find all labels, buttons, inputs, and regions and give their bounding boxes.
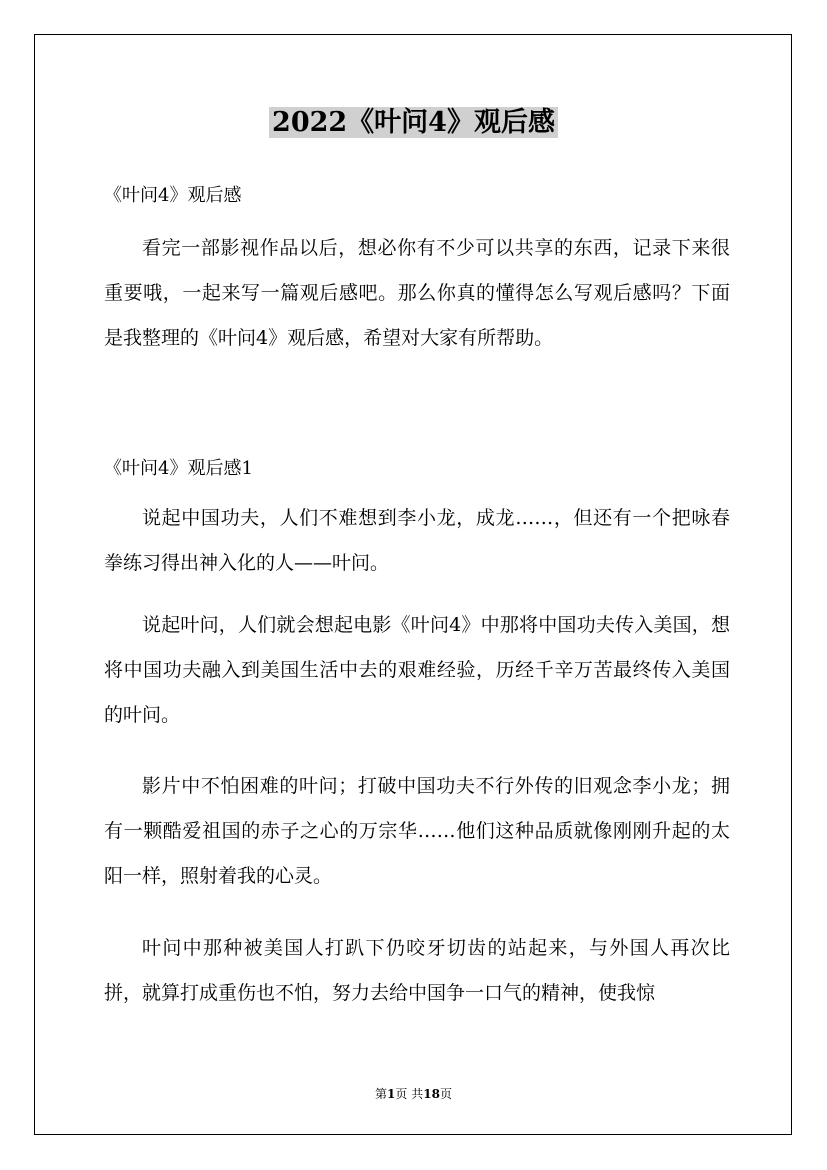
document-title-text: 2022《叶问4》观后感 <box>269 107 558 138</box>
footer-page-number: 1 <box>387 1087 396 1101</box>
document-subtitle: 《叶问4》观后感 <box>104 185 242 206</box>
body-paragraph-1: 说起中国功夫，人们不难想到李小龙，成龙……，但还有一个把咏春拳练习得出神入化的人——叶问。 <box>104 507 730 574</box>
body-paragraph-4: 叶问中那种被美国人打趴下仍咬牙切齿的站起来，与外国人再次比拼，就算打成重伤也不怕，努力去给中国争一口气的精神，使我惊 <box>104 937 730 1004</box>
footer-total-pages: 18 <box>423 1087 440 1101</box>
page-footer <box>0 1085 827 1102</box>
document-title <box>0 100 827 139</box>
footer-suffix: 页 <box>439 1087 452 1101</box>
footer-mid: 页 共 <box>395 1087 424 1101</box>
body-paragraph-3: 影片中不怕困难的叶问；打破中国功夫不行外传的旧观念李小龙；拥有一颗酷爱祖国的赤子之心的万宗华……他们这种品质就像刚刚升起的太阳一样，照射着我的心灵。 <box>104 775 730 887</box>
intro-paragraph: 看完一部影视作品以后，想必你有不少可以共享的东西，记录下来很重要哦，一起来写一篇观后感吧。那么你真的懂得怎么写观后感吗？下面是我整理的《叶问4》观后感，希望对大家有所帮助。 <box>104 237 730 349</box>
section-heading: 《叶问4》观后感1 <box>104 458 253 479</box>
body-paragraph-2: 说起叶问，人们就会想起电影《叶问4》中那将中国功夫传入美国，想将中国功夫融入到美国生活中去的艰难经验，历经千辛万苦最终传入美国的叶问。 <box>104 614 730 726</box>
footer-prefix: 第 <box>375 1087 388 1101</box>
